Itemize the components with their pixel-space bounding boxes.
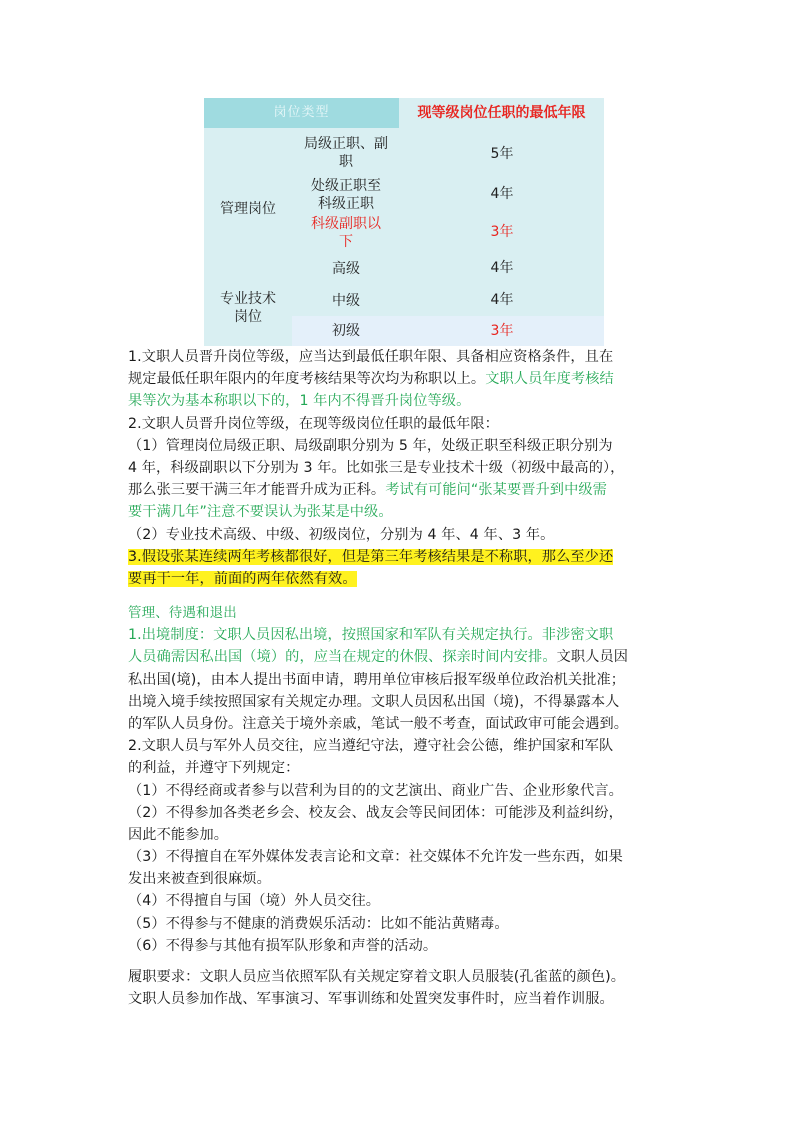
table-years-junior: 3年: [490, 323, 514, 339]
s2-item-6: （6）不得参与其他有损军队形象和声誉的活动。: [128, 937, 438, 954]
table-level-intermediate: 中级: [332, 293, 360, 309]
duty-line-2: 文职人员参加作战、军事演习、军事训练和处置突发事件时，应当着作训服。: [128, 991, 614, 1008]
table-years-section-deputy: 3年: [490, 224, 514, 240]
para-3-line-1: [128, 546, 688, 568]
table-years-senior: 4年: [490, 260, 514, 276]
table-header-years: 现等级岗位任职的最低年限: [417, 105, 586, 121]
para-1-green-text: 文职人员年度考核结: [485, 371, 614, 388]
para-3-highlight-2: 要再干一年，前面的两年依然有效。: [128, 570, 357, 587]
duty-line-1: 履职要求：文职人员应当依照军队有关规定穿着文职人员服装(孔雀蓝的颜色)。: [128, 969, 626, 985]
s1-line-5: 的军队人员身份。注意关于境外亲戚，笔试一般不考查，面试政审可能会遇到。: [128, 715, 629, 732]
s2-item-3-line-1: （3）不得擅自在军外媒体发表言论和文章：社交媒体不允许发一些东西，如果: [128, 849, 623, 866]
para-2-1-green-text: 考试有可能问“张某要晋升到中级需: [385, 482, 607, 499]
table-category-management: 管理岗位: [220, 201, 276, 217]
table-years-division: 4年: [490, 186, 514, 202]
s1-green-text: 人员确需因私出国（境）的，应当在规定的休假、探亲时间内安排。: [128, 649, 557, 666]
para-1-text: 规定最低任职年限内的年度考核结果等次均为称职以上。: [128, 371, 486, 388]
s1-text: 文职人员因: [556, 649, 629, 666]
s2-line-1: 2.文职人员与军外人员交往，应当遵纪守法，遵守社会公德，维护国家和军队: [128, 738, 614, 755]
s2-item-1: （1）不得经商或者参与以营利为目的的文艺演出、商业广告、企业形象代言。: [128, 782, 623, 799]
table-years-bureau: 5年: [490, 146, 514, 162]
section-title: 管理、待遇和退出: [128, 605, 237, 621]
para-1-line-3: 果等次为基本称职以下的，1 年内不得晋升岗位等级。: [128, 393, 471, 410]
table-level-division: 处级正职至 科级正职: [311, 178, 381, 212]
para-2-1-text: 那么张三要干满三年才能晋升成为正科。: [128, 482, 386, 499]
para-2-1-line-3: [128, 479, 688, 501]
table-level-section-deputy: 科级副职以 下: [311, 216, 381, 250]
table-years-intermediate: 4年: [490, 292, 514, 308]
s2-item-5: （5）不得参与不健康的消费娱乐活动：比如不能沾黄赌毒。: [128, 915, 509, 932]
para-1-line-1: 1.文职人员晋升岗位等级，应当达到最低任职年限、具备相应资格条件，且在: [128, 349, 614, 365]
table-level-bureau: 局级正职、副 职: [304, 136, 388, 170]
s2-item-3-line-2: 发出来被查到很麻烦。: [128, 871, 271, 888]
s1-line-1: 1.出境制度：文职人员因私出境，按照国家和军队有关规定执行。非涉密文职: [128, 627, 614, 644]
para-2-1-line-2: 4 年，科级副职以下分别为 3 年。比如张三是专业技术十级（初级中最高的），: [128, 459, 625, 476]
table-level-junior: 初级: [332, 323, 360, 339]
section-management-block: [128, 602, 688, 957]
duty-block: [128, 966, 688, 1010]
tenure-table: [204, 98, 604, 346]
s2-item-2-line-2: 因此不能参加。: [128, 826, 229, 843]
table-level-senior: 高级: [332, 261, 360, 277]
para-2-line-1: 2.文职人员晋升岗位等级，在现等级岗位任职的最低年限：: [128, 415, 499, 432]
s2-item-2-line-1: （2）不得参加各类老乡会、校友会、战友会等民间团体：可能涉及利益纠纷，: [128, 804, 623, 821]
s1-line-3: 私出国(境)，由本人提出书面申请，聘用单位审核后报军级单位政治机关批准；: [128, 671, 626, 688]
s1-line-2: [128, 646, 688, 668]
s1-line-4: 出境入境手续按照国家有关规定办理。文职人员因私出国（境)，不得暴露本人: [128, 693, 620, 710]
table-category-technical: 专业技术 岗位: [220, 291, 276, 325]
para-2-1-line-4: 要干满几年”注意不要误认为张某是中级。: [128, 504, 393, 521]
para-3-highlight-1: 3.假设张某连续两年考核都很好，但是第三年考核结果是不称职，那么至少还: [128, 548, 614, 565]
para-3-line-2: [128, 568, 688, 590]
s2-item-4: （4）不得擅自与国（境）外人员交往。: [128, 893, 381, 910]
para-2-1-line-1: （1）管理岗位局级正职、局级副职分别为 5 年，处级正职至科级正职分别为: [128, 437, 613, 454]
para-2-2-line-1: （2）专业技术高级、中级、初级岗位，分别为 4 年、4 年、3 年。: [128, 526, 555, 543]
s2-line-2: 的利益，并遵守下列规定：: [128, 760, 300, 777]
para-1-line-2: [128, 368, 688, 390]
body-text-block: [128, 346, 688, 590]
table-header-category: 岗位类型: [204, 98, 399, 128]
